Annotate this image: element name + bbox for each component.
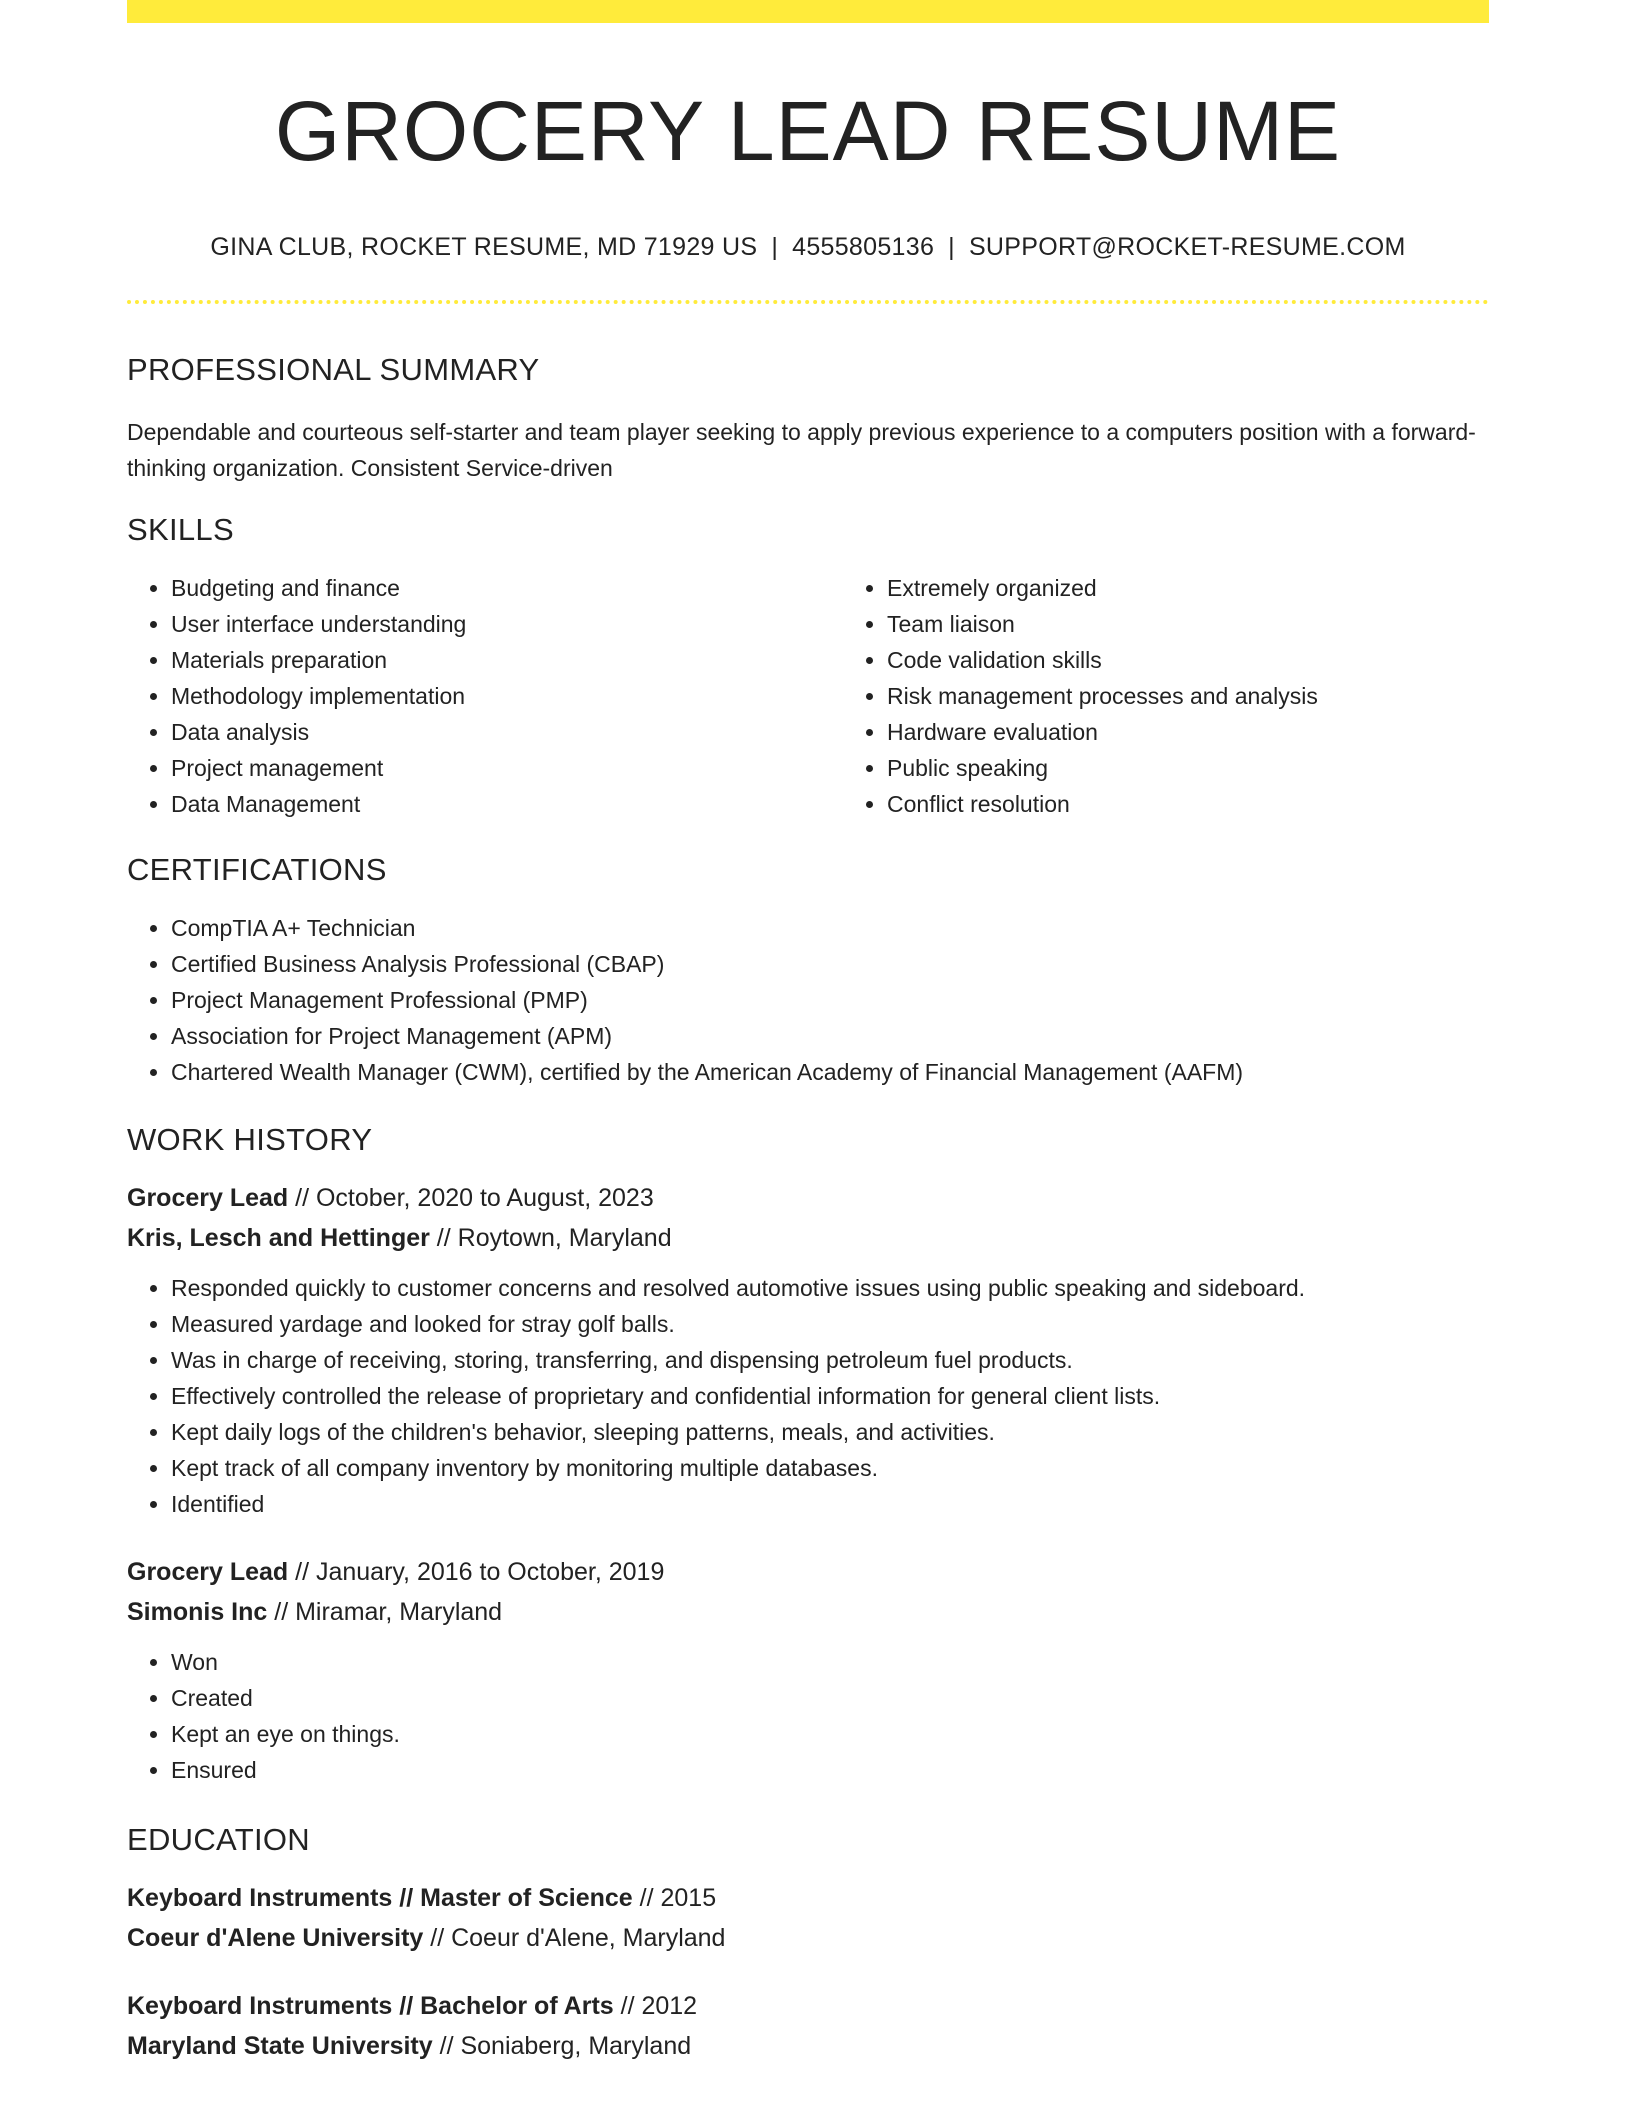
job-title-line <box>127 1552 1489 1592</box>
job-dates: // January, 2016 to October, 2019 <box>288 1558 665 1586</box>
resume-title: GROCERY LEAD RESUME <box>274 84 1342 178</box>
education-heading: EDUCATION <box>127 1822 310 1857</box>
education-school: Maryland State University <box>127 2032 433 2060</box>
contact-phone[interactable]: 4555805136 <box>792 233 935 262</box>
job-location: // Miramar, Maryland <box>267 1598 503 1626</box>
job-duty-item: • Responded quickly to customer concerns and resolved automotive issues using public speaking and sideboard. <box>171 1270 1489 1306</box>
job-title-line <box>127 1178 1489 1218</box>
education-school-line <box>127 1918 1489 1958</box>
education-year: // 2015 <box>632 1884 717 1912</box>
education-year: // 2012 <box>613 1992 698 2020</box>
education-degree: Keyboard Instruments // Master of Science <box>127 1884 633 1912</box>
job-company-line <box>127 1592 1489 1632</box>
certifications-section <box>127 852 1489 1090</box>
contact-address: GINA CLUB, ROCKET RESUME, MD 71929 US <box>210 233 758 262</box>
education-school: Coeur d'Alene University <box>127 1924 424 1952</box>
skill-item: • Materials preparation <box>171 642 843 678</box>
education-location: // Coeur d'Alene, Maryland <box>423 1924 726 1952</box>
job-duty-item: • Created <box>171 1680 1489 1716</box>
certification-item: • Chartered Wealth Manager (CWM), certified by the American Academy of Financial Management (AAFM) <box>171 1054 1489 1090</box>
certifications-list <box>127 910 1489 1090</box>
job-duty-item: • Was in charge of receiving, storing, transferring, and dispensing petroleum fuel products. <box>171 1342 1489 1378</box>
certifications-heading: CERTIFICATIONS <box>127 852 387 887</box>
contact-email[interactable]: SUPPORT@ROCKET-RESUME.COM <box>968 233 1406 262</box>
skills-list-left <box>127 570 843 822</box>
job-duties-list <box>127 1270 1489 1522</box>
resume-page <box>127 0 1489 2060</box>
skill-item: • Conflict resolution <box>887 786 1559 822</box>
summary-section <box>127 352 1489 486</box>
education-school-line <box>127 2026 1489 2066</box>
certification-item: • Association for Project Management (APM) <box>171 1018 1489 1054</box>
summary-text: Dependable and courteous self-starter and team player seeking to apply previous experience to a computers position with a forward-thinking organization. Consistent Service-driven <box>127 419 1476 481</box>
skill-item: • Methodology implementation <box>171 678 843 714</box>
job-duty-item: • Ensured <box>171 1752 1489 1788</box>
job-dates: // October, 2020 to August, 2023 <box>288 1184 654 1212</box>
education-section <box>127 1822 1489 2066</box>
skill-item: • Data Management <box>171 786 843 822</box>
job-duty-item: • Measured yardage and looked for stray golf balls. <box>171 1306 1489 1342</box>
job-duty-item: • Kept daily logs of the children's behavior, sleeping patterns, meals, and activities. <box>171 1414 1489 1450</box>
job-company: Kris, Lesch and Hettinger <box>127 1224 430 1252</box>
skill-item: • Risk management processes and analysis <box>887 678 1559 714</box>
education-degree-line <box>127 1986 1489 2026</box>
job-duties-list <box>127 1644 1489 1788</box>
contact-separator: | <box>948 233 955 262</box>
certification-item: • CompTIA A+ Technician <box>171 910 1489 946</box>
skill-item: • Public speaking <box>887 750 1559 786</box>
education-degree: Keyboard Instruments // Bachelor of Arts <box>127 1992 614 2020</box>
skill-item: • Budgeting and finance <box>171 570 843 606</box>
job-duty-item: • Effectively controlled the release of proprietary and confidential information for general client lists. <box>171 1378 1489 1414</box>
job-duty-item: • Identified <box>171 1486 1489 1522</box>
skill-item: • Extremely organized <box>887 570 1559 606</box>
skill-item: • Team liaison <box>887 606 1559 642</box>
education-entry <box>127 1986 1489 2066</box>
summary-heading: PROFESSIONAL SUMMARY <box>127 352 540 387</box>
top-accent-bar <box>127 0 1489 23</box>
job-duty-item: • Won <box>171 1644 1489 1680</box>
education-location: // Soniaberg, Maryland <box>432 2032 692 2060</box>
skills-section <box>127 512 1489 822</box>
work-history-section <box>127 1122 1489 1788</box>
work-history-heading: WORK HISTORY <box>127 1122 373 1157</box>
skill-item: • Data analysis <box>171 714 843 750</box>
skills-heading: SKILLS <box>127 512 234 547</box>
job-company-line <box>127 1218 1489 1258</box>
skill-item: • User interface understanding <box>171 606 843 642</box>
contact-info <box>127 233 1489 262</box>
job-entry <box>127 1178 1489 1522</box>
job-company: Simonis Inc <box>127 1598 268 1626</box>
education-entry <box>127 1878 1489 1958</box>
job-title: Grocery Lead <box>127 1184 289 1212</box>
job-duty-item: • Kept track of all company inventory by monitoring multiple databases. <box>171 1450 1489 1486</box>
education-degree-line <box>127 1878 1489 1918</box>
skills-list-right <box>843 570 1559 822</box>
job-title: Grocery Lead <box>127 1558 289 1586</box>
certification-item: • Project Management Professional (PMP) <box>171 982 1489 1018</box>
job-location: // Roytown, Maryland <box>429 1224 672 1252</box>
job-entry <box>127 1552 1489 1788</box>
contact-separator: | <box>771 233 779 262</box>
skill-item: • Project management <box>171 750 843 786</box>
header-divider <box>127 300 1489 304</box>
skill-item: • Code validation skills <box>887 642 1559 678</box>
skill-item: • Hardware evaluation <box>887 714 1559 750</box>
job-duty-item: • Kept an eye on things. <box>171 1716 1489 1752</box>
certification-item: • Certified Business Analysis Professional (CBAP) <box>171 946 1489 982</box>
skills-columns <box>127 570 1489 822</box>
